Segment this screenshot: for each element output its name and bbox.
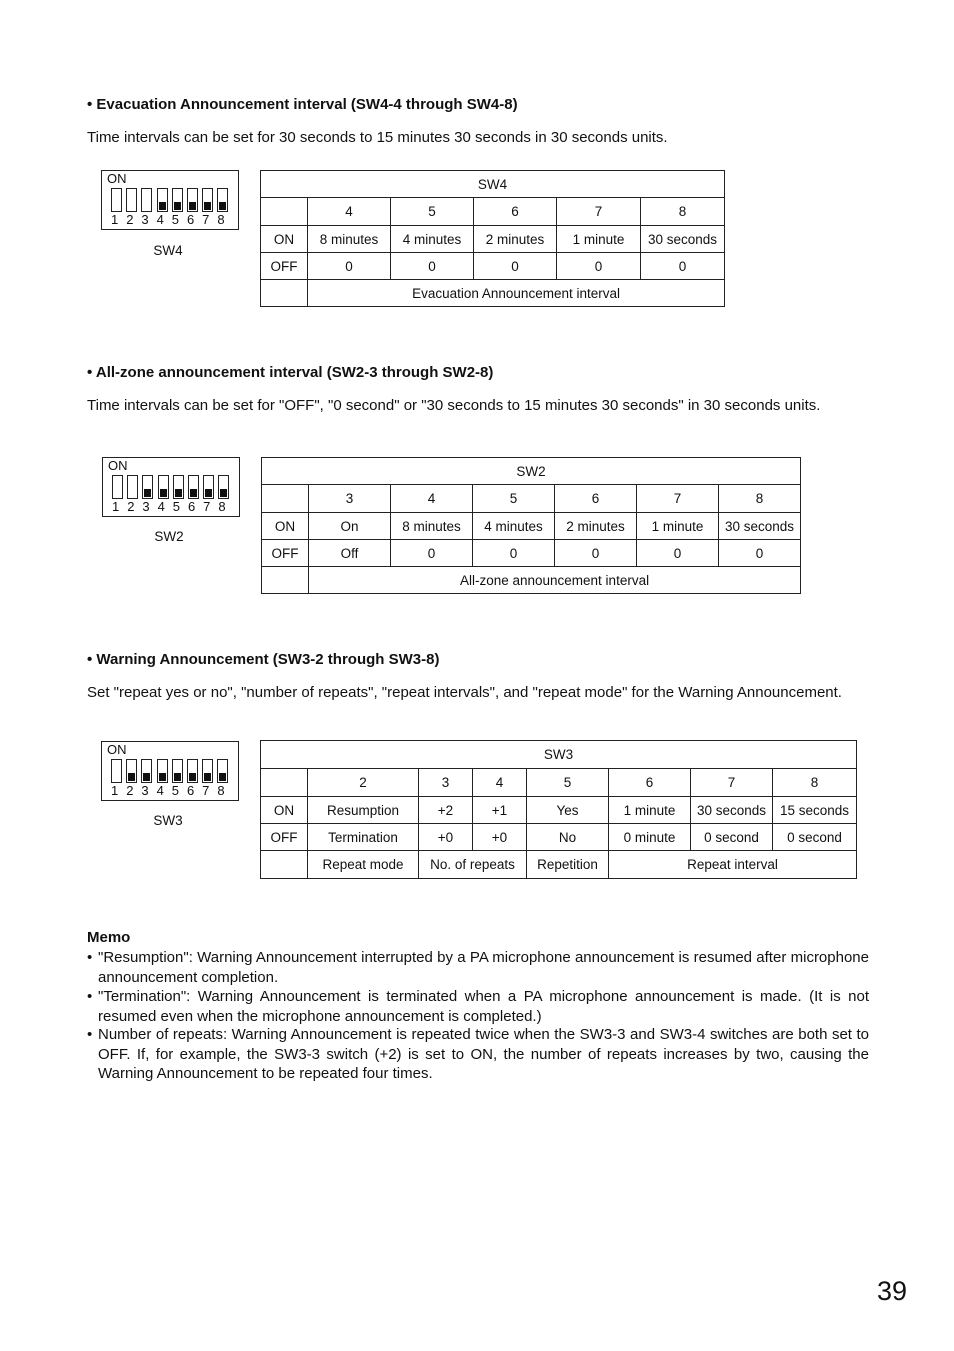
memo-bullet: • — [87, 949, 93, 966]
column-header: 4 — [391, 485, 473, 513]
dip-on-label: ON — [108, 458, 128, 473]
table-cell: +0 — [473, 824, 527, 851]
row-label-on: ON — [262, 513, 309, 540]
row-label-off: OFF — [261, 824, 308, 851]
table-footer: Evacuation Announcement interval — [308, 280, 725, 307]
dip-switch-lever — [187, 759, 198, 783]
memo-bullet: • — [87, 1026, 93, 1043]
memo-item — [87, 987, 869, 1026]
column-header: 8 — [641, 198, 725, 226]
dip-switch-number: 1 — [112, 499, 120, 514]
table-cell: 30 seconds — [641, 226, 725, 253]
dip-switch-number: 2 — [126, 212, 134, 227]
table-footer-no-of-repeats: No. of repeats — [419, 851, 527, 879]
table-cell: Off — [309, 540, 391, 567]
row-label-off: OFF — [261, 253, 308, 280]
column-header: 3 — [309, 485, 391, 513]
table-cell: Yes — [527, 797, 609, 824]
table-cell: +1 — [473, 797, 527, 824]
dip-switch-lever — [203, 475, 214, 499]
memo-item-text: "Termination": Warning Announcement is terminated when a PA microphone announcement is made. (It is not resumed even when the microphone announcement is completed.) — [98, 988, 869, 1025]
section-paragraph-evacuation: Time intervals can be set for 30 seconds to 15 minutes 30 seconds in 30 seconds units. — [87, 129, 668, 146]
table-cell: 0 — [637, 540, 719, 567]
table-cell: 4 minutes — [391, 226, 474, 253]
column-header: 7 — [691, 769, 773, 797]
dip-switch-lever — [187, 188, 198, 212]
column-header: 8 — [719, 485, 801, 513]
dip-switch-lever — [172, 188, 183, 212]
table-cell: Termination — [308, 824, 419, 851]
dip-switch-lever — [126, 759, 137, 783]
dip-switch-lever — [218, 475, 229, 499]
dip-switch-lever — [158, 475, 169, 499]
dip-switch-lever — [173, 475, 184, 499]
dip-switch-number: 7 — [202, 783, 210, 798]
table-cell: 0 — [391, 540, 473, 567]
dip-on-label: ON — [107, 742, 127, 757]
dip-switch-lever — [172, 759, 183, 783]
dip-switch-lever — [217, 759, 228, 783]
settings-table-sw2 — [261, 457, 801, 594]
table-title: SW3 — [261, 741, 857, 769]
dip-caption-sw4: SW4 — [153, 243, 183, 258]
table-cell: 0 minute — [609, 824, 691, 851]
table-cell: 30 seconds — [691, 797, 773, 824]
table-cell: 0 — [473, 540, 555, 567]
table-empty-cell — [261, 851, 308, 879]
column-header: 5 — [527, 769, 609, 797]
column-header: 4 — [308, 198, 391, 226]
dip-on-label: ON — [107, 171, 127, 186]
dip-switch-numbers — [112, 499, 234, 514]
dip-switch-number: 4 — [156, 212, 164, 227]
column-header: 7 — [557, 198, 641, 226]
dip-switch-number: 3 — [141, 212, 149, 227]
dip-switch-lever — [111, 759, 122, 783]
section-paragraph-warning: Set "repeat yes or no", "number of repeats", "repeat intervals", and "repeat mode" for the Warning Announcement. — [87, 684, 842, 701]
table-cell: 8 minutes — [391, 513, 473, 540]
dip-caption-sw2: SW2 — [154, 529, 184, 544]
table-corner-cell — [262, 485, 309, 513]
table-empty-cell — [262, 567, 309, 594]
dip-switch-lever — [127, 475, 138, 499]
table-cell: 2 minutes — [555, 513, 637, 540]
table-cell: 30 seconds — [719, 513, 801, 540]
dip-switch-number: 7 — [202, 212, 210, 227]
dip-switch-number: 5 — [171, 783, 179, 798]
dip-switch-number: 1 — [111, 212, 119, 227]
dip-switch-number: 8 — [217, 783, 225, 798]
dip-switch-number: 8 — [217, 212, 225, 227]
table-cell: 4 minutes — [473, 513, 555, 540]
dip-switch-lever — [141, 188, 152, 212]
table-title: SW4 — [261, 171, 725, 198]
section-heading-warning: • Warning Announcement (SW3-2 through SW3-8) — [87, 651, 440, 668]
section-paragraph-all-zone: Time intervals can be set for "OFF", "0 second" or "30 seconds to 15 minutes 30 seconds" in 30 seconds units. — [87, 397, 821, 414]
table-cell: On — [309, 513, 391, 540]
dip-switch-lever — [126, 188, 137, 212]
table-footer: All-zone announcement interval — [309, 567, 801, 594]
dip-switch-number: 3 — [142, 499, 150, 514]
dip-switch-lever — [112, 475, 123, 499]
memo-item-text: "Resumption": Warning Announcement interrupted by a PA microphone announcement is resumed after microphone announcement completion. — [98, 949, 869, 986]
table-cell: +2 — [419, 797, 473, 824]
section-heading-evacuation: • Evacuation Announcement interval (SW4-4 through SW4-8) — [87, 96, 518, 113]
dip-switch-number: 4 — [157, 499, 165, 514]
column-header: 5 — [473, 485, 555, 513]
dip-switch-number: 4 — [156, 783, 164, 798]
dip-switch-sw3 — [101, 741, 239, 801]
table-cell: Resumption — [308, 797, 419, 824]
table-empty-cell — [261, 280, 308, 307]
table-cell: 1 minute — [609, 797, 691, 824]
memo-item — [87, 1025, 869, 1084]
table-cell: +0 — [419, 824, 473, 851]
dip-switch-number: 6 — [186, 212, 195, 227]
table-cell: 1 minute — [637, 513, 719, 540]
column-header: 2 — [308, 769, 419, 797]
dip-switch-levers — [112, 475, 234, 499]
table-corner-cell — [261, 198, 308, 226]
dip-switch-number: 3 — [141, 783, 149, 798]
table-cell: 2 minutes — [474, 226, 557, 253]
dip-switch-number: 6 — [186, 783, 195, 798]
page-number: 39 — [877, 1276, 908, 1306]
dip-switch-numbers — [111, 212, 233, 227]
table-corner-cell — [261, 769, 308, 797]
table-footer-repetition: Repetition — [527, 851, 609, 879]
table-cell: 0 — [308, 253, 391, 280]
dip-caption-sw3: SW3 — [153, 813, 183, 828]
row-label-on: ON — [261, 797, 308, 824]
table-footer-repeat-interval: Repeat interval — [609, 851, 857, 879]
table-cell: No — [527, 824, 609, 851]
dip-switch-lever — [188, 475, 199, 499]
dip-switch-lever — [217, 188, 228, 212]
table-cell: 15 seconds — [773, 797, 857, 824]
column-header: 6 — [609, 769, 691, 797]
dip-switch-lever — [157, 759, 168, 783]
row-label-off: OFF — [262, 540, 309, 567]
table-cell: 0 — [641, 253, 725, 280]
table-cell: 0 — [555, 540, 637, 567]
section-heading-all-zone: • All-zone announcement interval (SW2-3 through SW2-8) — [87, 364, 494, 381]
table-cell: 0 second — [691, 824, 773, 851]
dip-switch-levers — [111, 759, 233, 783]
table-title: SW2 — [262, 458, 801, 485]
dip-switch-number: 5 — [172, 499, 180, 514]
dip-switch-number: 2 — [126, 783, 134, 798]
dip-switch-number: 2 — [127, 499, 135, 514]
table-footer-repeat-mode: Repeat mode — [308, 851, 419, 879]
column-header: 5 — [391, 198, 474, 226]
settings-table-sw4 — [260, 170, 725, 307]
row-label-on: ON — [261, 226, 308, 253]
dip-switch-lever — [111, 188, 122, 212]
dip-switch-number: 7 — [203, 499, 211, 514]
column-header: 6 — [474, 198, 557, 226]
dip-switch-lever — [141, 759, 152, 783]
table-cell: 0 — [557, 253, 641, 280]
dip-switch-number: 1 — [111, 783, 119, 798]
settings-table-sw3 — [260, 740, 857, 879]
table-cell: 1 minute — [557, 226, 641, 253]
dip-switch-levers — [111, 188, 233, 212]
table-cell: 0 — [719, 540, 801, 567]
column-header: 7 — [637, 485, 719, 513]
dip-switch-lever — [157, 188, 168, 212]
dip-switch-lever — [202, 759, 213, 783]
memo-item-text: Number of repeats: Warning Announcement is repeated twice when the SW3-3 and SW3-4 switches are both set to OFF. If, for example, the SW3-3 switch (+2) is set to ON, the number of repeats increases by two, causing the Warning Announcement to be repeated four times. — [98, 1026, 869, 1082]
column-header: 4 — [473, 769, 527, 797]
column-header: 8 — [773, 769, 857, 797]
column-header: 6 — [555, 485, 637, 513]
memo-bullet: • — [87, 988, 93, 1005]
table-cell: 0 — [474, 253, 557, 280]
table-cell: 0 — [391, 253, 474, 280]
dip-switch-number: 8 — [218, 499, 226, 514]
dip-switch-number: 6 — [187, 499, 196, 514]
table-cell: 8 minutes — [308, 226, 391, 253]
dip-switch-lever — [202, 188, 213, 212]
table-cell: 0 second — [773, 824, 857, 851]
dip-switch-sw4 — [101, 170, 239, 230]
dip-switch-number: 5 — [171, 212, 179, 227]
dip-switch-numbers — [111, 783, 233, 798]
dip-switch-sw2 — [102, 457, 240, 517]
memo-title: Memo — [87, 929, 131, 946]
column-header: 3 — [419, 769, 473, 797]
memo-item — [87, 948, 869, 987]
dip-switch-lever — [142, 475, 153, 499]
